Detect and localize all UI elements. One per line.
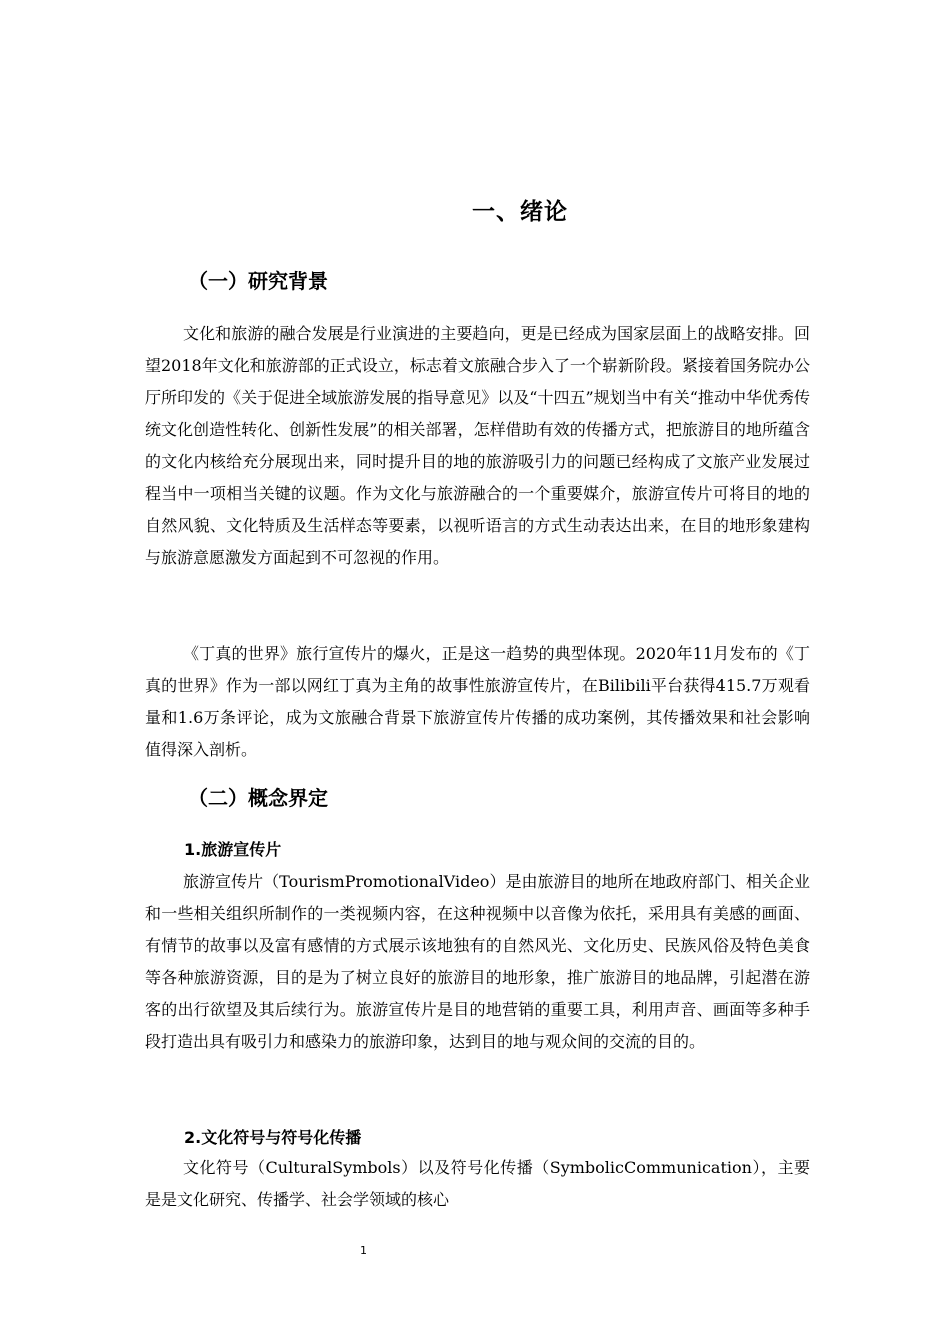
page-number: 1 bbox=[360, 1244, 367, 1257]
paragraph-background-1: 文化和旅游的融合发展是行业演进的主要趋向，更是已经成为国家层面上的战略安排。回望2018年文化和旅游部的正式设立，标志着文旅融合步入了一个崭新阶段。紧接着国务院办公厅所印发的《关于促进全域旅游发展的指导意见》以及“十四五”规划当中有关“推动中华优秀传统文化创造性转化、创新性发展”的相关部署，怎样借助有效的传播方式，把旅游目的地所蕴含的文化内核给充分展现出来，同时提升目的地的旅游吸引力的问题已经构成了文旅产业发展过程当中一项相当关键的议题。作为文化与旅游融合的一个重要媒介，旅游宣传片可将目的地的自然风貌、文化特质及生活样态等要素，以视听语言的方式生动表达出来，在目的地形象建构与旅游意愿激发方面起到不可忽视的作用。 bbox=[145, 324, 810, 567]
paragraph-promo-video: 旅游宣传片（TourismPromotionalVideo）是由旅游目的地所在地政府部门、相关企业和一些相关组织所制作的一类视频内容，在这种视频中以音像为依托，采用具有美感的画面、有情节的故事以及富有感情的方式展示该地独有的自然风光、文化历史、民族风俗及特色美食等各种旅游资源，目的是为了树立良好的旅游目的地形象，推广旅游目的地品牌，引起潜在游客的出行欲望及其后续行为。旅游宣传片是目的地营销的重要工具，利用声音、画面等多种手段打造出具有吸引力和感染力的旅游印象，达到目的地与观众间的交流的目的。 bbox=[145, 872, 810, 1051]
chapter-title: 一、绪论 bbox=[472, 199, 568, 225]
subsection-title-cultural-symbols: 2.文化符号与符号化传播 bbox=[184, 1128, 362, 1147]
paragraph-cultural-symbols: 文化符号（CulturalSymbols）以及符号化传播（SymbolicCommunication），主要是是文化研究、传播学、社会学领域的核心 bbox=[145, 1158, 810, 1209]
paragraph-background-2: 《丁真的世界》旅行宣传片的爆火，正是这一趋势的典型体现。2020年11月发布的《丁真的世界》作为一部以网红丁真为主角的故事性旅游宣传片，在Bilibili平台获得415.7万观看量和1.6万条评论，成为文旅融合背景下旅游宣传片传播的成功案例，其传播效果和社会影响值得深入剖析。 bbox=[145, 644, 810, 759]
subsection-title-promo-video: 1.旅游宣传片 bbox=[184, 840, 282, 859]
section-title-background: （一）研究背景 bbox=[188, 269, 328, 293]
section-title-concepts: （二）概念界定 bbox=[188, 786, 328, 810]
